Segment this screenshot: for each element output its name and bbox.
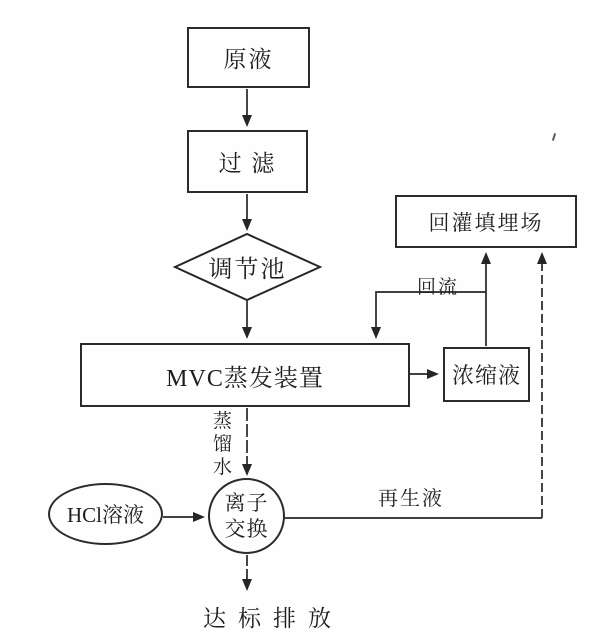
ion-exchange-label: 离子交换 <box>224 491 269 541</box>
node-hcl-solution: HCl溶液 <box>48 483 163 545</box>
node-concentrate: 浓缩液 <box>443 347 530 402</box>
label-regenerated-liquid: 再生液 <box>378 488 444 510</box>
node-landfill-recharge: 回灌填埋场 <box>395 195 577 248</box>
node-raw-liquid: 原液 <box>187 27 310 88</box>
label-reflux: 回流 <box>417 277 460 298</box>
node-ion-exchange <box>208 478 285 554</box>
node-regulating-tank: 调节池 <box>208 257 287 283</box>
node-filter: 过 滤 <box>187 130 308 193</box>
label-discharge: 达标排放 <box>203 606 343 631</box>
label-distilled-water: 蒸馏水 <box>212 411 232 478</box>
node-mvc-evaporator: MVC蒸发装置 <box>80 343 410 407</box>
